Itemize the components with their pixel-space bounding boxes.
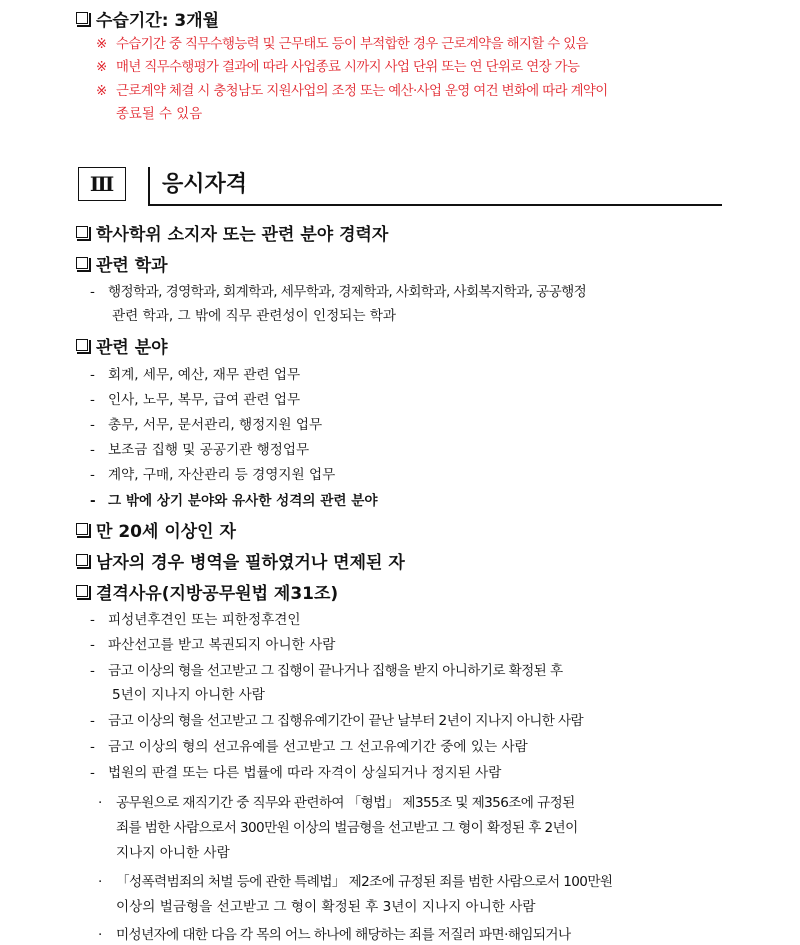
- list-item-continued: 5년이 지나지 아니한 사람: [112, 687, 265, 703]
- checkbox-bullet-icon: [76, 339, 88, 351]
- list-item: - 회계, 세무, 예산, 재무 관련 업무: [90, 367, 301, 383]
- list-item: - 총무, 서무, 문서관리, 행정지원 업무: [90, 417, 323, 433]
- list-item-continued: 지나지 아니한 사람: [116, 845, 230, 861]
- note-line: ※ 매년 직무수행평가 결과에 따라 사업종료 시까지 사업 단위 또는 연 단위로 연장 가능: [96, 60, 580, 75]
- field-heading: 관련 분야: [76, 332, 168, 358]
- note-line-continued: 종료될 수 있음: [116, 107, 203, 122]
- note-line: ※ 수습기간 중 직무수행능력 및 근무태도 등이 부적합한 경우 근로계약을 해지할 수 있음: [96, 37, 588, 52]
- checkbox-bullet-icon: [76, 554, 88, 566]
- checkbox-bullet-icon: [76, 257, 88, 269]
- note-line: ※ 근로계약 체결 시 충청남도 지원사업의 조정 또는 예산·사업 운영 여건 변화에 따라 계약이: [96, 84, 608, 99]
- list-item-continued: 죄를 범한 사람으로서 300만원 이상의 벌금형을 선고받고 그 형이 확정된 후 2년이: [116, 820, 578, 836]
- degree-heading: 학사학위 소지자 또는 관련 분야 경력자: [76, 219, 388, 245]
- military-heading: 남자의 경우 병역을 필하였거나 면제된 자: [76, 547, 405, 573]
- list-item: - 그 밖에 상기 분야와 유사한 성격의 관련 분야: [90, 493, 378, 509]
- list-item: - 금고 이상의 형의 선고유예를 선고받고 그 선고유예기간 중에 있는 사람: [90, 739, 528, 755]
- checkbox-bullet-icon: [76, 226, 88, 238]
- list-item: - 피성년후견인 또는 피한정후견인: [90, 612, 301, 628]
- checkbox-bullet-icon: [76, 585, 88, 597]
- list-item: - 파산선고를 받고 복권되지 아니한 사람: [90, 637, 336, 653]
- disqualification-heading: 결격사유(지방공무원법 제31조): [76, 578, 338, 604]
- list-item: - 인사, 노무, 복무, 급여 관련 업무: [90, 392, 301, 408]
- list-item: - 계약, 구매, 자산관리 등 경영지원 업무: [90, 467, 336, 483]
- list-item: - 금고 이상의 형을 선고받고 그 집행유예기간이 끝난 날부터 2년이 지나지 아니한 사람: [90, 713, 584, 729]
- checkbox-bullet-icon: [76, 523, 88, 535]
- list-item: - 금고 이상의 형을 선고받고 그 집행이 끝나거나 집행을 받지 아니하기로 확정된 후: [90, 663, 563, 679]
- section-number: Ⅲ: [78, 167, 126, 201]
- list-item-continued: 이상의 벌금형을 선고받고 그 형이 확정된 후 3년이 지나지 아니한 사람: [116, 899, 536, 915]
- list-item: · 「성폭력범죄의 처벌 등에 관한 특례법」 제2조에 규정된 죄를 범한 사람으로서 100만원: [98, 874, 613, 890]
- checkbox-bullet-icon: [76, 12, 88, 24]
- major-heading: 관련 학과: [76, 250, 168, 276]
- list-item-continued: 관련 학과, 그 밖에 직무 관련성이 인정되는 학과: [112, 308, 397, 324]
- age-heading: 만 20세 이상인 자: [76, 516, 236, 542]
- section-header: [78, 163, 722, 207]
- list-item: · 미성년자에 대한 다음 각 목의 어느 하나에 해당하는 죄를 저질러 파면·해임되거나: [98, 927, 571, 943]
- section-divider: [148, 167, 150, 205]
- list-item: - 보조금 집행 및 공공기관 행정업무: [90, 442, 310, 458]
- list-item: - 법원의 판결 또는 다른 법률에 따라 자격이 상실되거나 정지된 사람: [90, 765, 502, 781]
- list-item: · 공무원으로 재직기간 중 직무와 관련하여 「형법」 제355조 및 제356조에 규정된: [98, 795, 575, 811]
- probation-heading: 수습기간: 3개월: [76, 5, 219, 31]
- section-underline: [148, 204, 722, 206]
- section-title: 응시자격: [162, 172, 248, 197]
- list-item: - 행정학과, 경영학과, 회계학과, 세무학과, 경제학과, 사회학과, 사회복지학과, 공공행정: [90, 284, 587, 300]
